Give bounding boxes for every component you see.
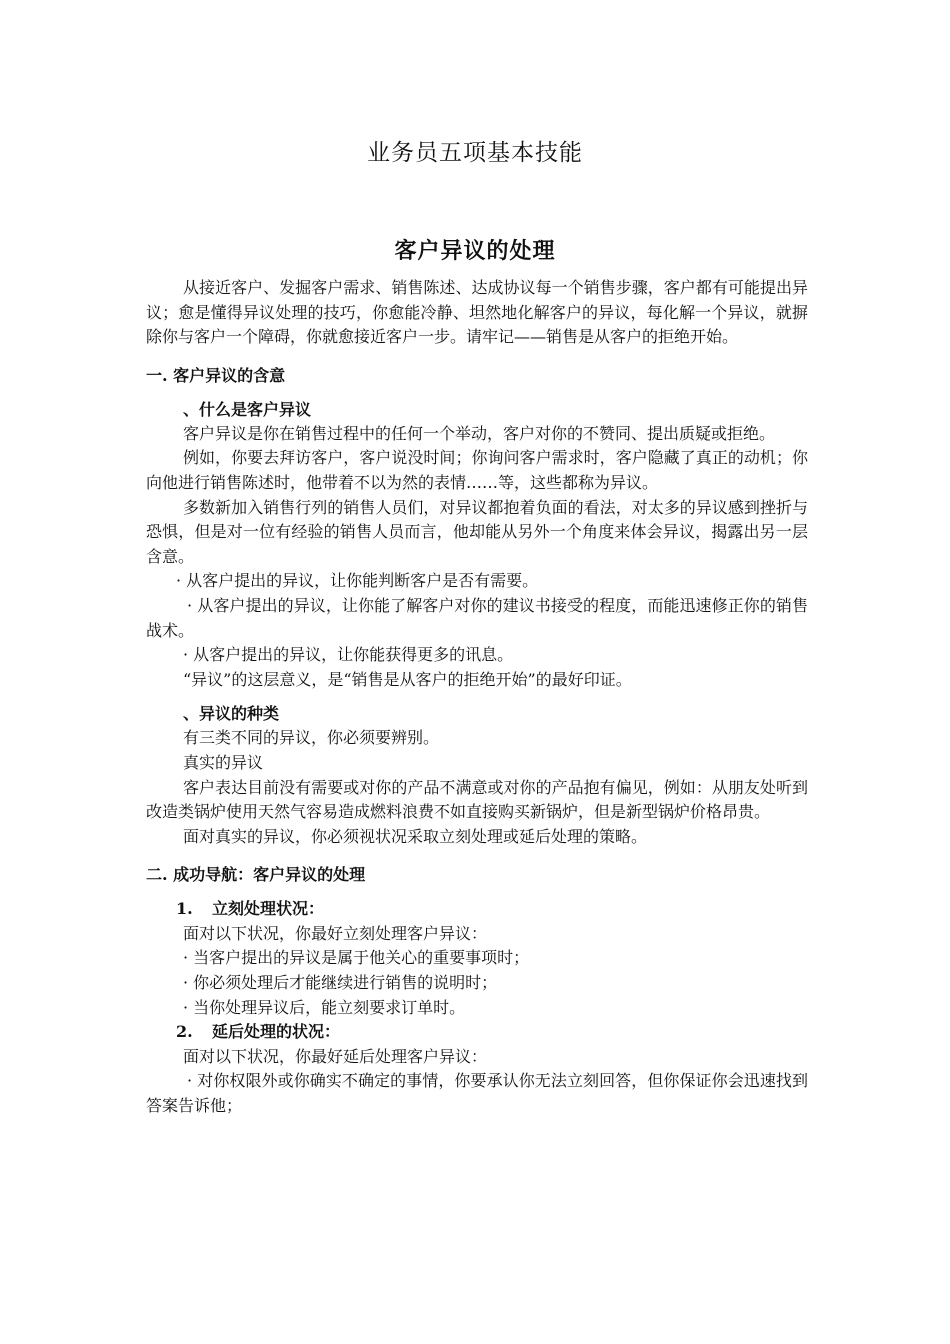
bullet-item: · 对你权限外或你确实不确定的事情，你要承认你无法立刻回答，但你保证你会迅速找到答案告诉他； <box>146 1071 808 1116</box>
item-number: 1. <box>176 899 193 919</box>
document-title: 业务员五项基本技能 <box>367 140 583 166</box>
bullet-item: · 当客户提出的异议是属于他关心的重要事项时； <box>183 948 530 968</box>
bullet-item: · 从客户提出的异议，让你能了解客户对你的建议书接受的程度，而能迅速修正你的销售战术。 <box>146 595 808 640</box>
item-heading: 延后处理的状况： <box>212 1022 341 1042</box>
document-body <box>146 276 808 1119</box>
intro-paragraph: 从接近客户、发掘客户需求、销售陈述、达成协议每一个销售步骤，客户都有可能提出异议；愈是懂得异议处理的技巧，你愈能冷静、坦然地化解客户的异议，每化解一个异议，就摒除你与客户一个障碍，你就愈接近客户一步。请牢记——销售是从客户的拒绝开始。 <box>146 278 808 347</box>
paragraph: 例如，你要去拜访客户，客户说没时间；你询问客户需求时，客户隐藏了真正的动机；你向他进行销售陈述时，他带着不以为然的表情……等，这些都称为异议。 <box>146 448 808 492</box>
part1-sub2-heading: 、异议的种类 <box>183 704 280 724</box>
bullet-item: · 从客户提出的异议，让你能判断客户是否有需要。 <box>176 571 539 591</box>
item-number: 2. <box>176 1022 193 1042</box>
item-heading: 立刻处理状况： <box>212 899 325 919</box>
part1-sub1-heading: 、什么是客户异议 <box>183 399 312 419</box>
paragraph: 有三类不同的异议，你必须要辨别。 <box>183 728 440 748</box>
bullet-item: · 你必须处理后才能继续进行销售的说明时； <box>183 973 498 993</box>
paragraph: “异议”的这层意义，是“销售是从客户的拒绝开始”的最好印证。 <box>183 669 632 689</box>
bullet-item: · 当你处理异议后，能立刻要求订单时。 <box>183 997 466 1017</box>
part2-heading: 二. 成功导航：客户异议的处理 <box>146 865 366 885</box>
paragraph: 客户异议是你在销售过程中的任何一个举动，客户对你的不赞同、提出质疑或拒绝。 <box>183 423 776 443</box>
section-title: 客户异议的处理 <box>394 238 556 264</box>
paragraph: 真实的异议 <box>183 752 264 772</box>
part1-heading: 一. 客户异议的含意 <box>146 365 286 385</box>
paragraph: 面对以下状况，你最好延后处理客户异议： <box>183 1046 488 1066</box>
paragraph: 多数新加入销售行列的销售人员们，对异议都抱着负面的看法，对太多的异议感到挫折与恐惧，但是对一位有经验的销售人员而言，他却能从另外一个角度来体会异议，揭露出另一层含意。 <box>146 497 808 566</box>
bullet-item: · 从客户提出的异议，让你能获得更多的讯息。 <box>183 645 514 665</box>
paragraph: 客户表达目前没有需要或对你的产品不满意或对你的产品抱有偏见，例如：从朋友处听到改造类锅炉使用天然气容易造成燃料浪费不如直接购买新锅炉，但是新型锅炉价格昂贵。 <box>146 777 808 822</box>
paragraph: 面对真实的异议，你必须视状况采取立刻处理或延后处理的策略。 <box>183 826 648 846</box>
numbered-heading <box>146 897 808 922</box>
paragraph: 面对以下状况，你最好立刻处理客户异议： <box>183 923 488 943</box>
numbered-heading <box>146 1020 808 1045</box>
